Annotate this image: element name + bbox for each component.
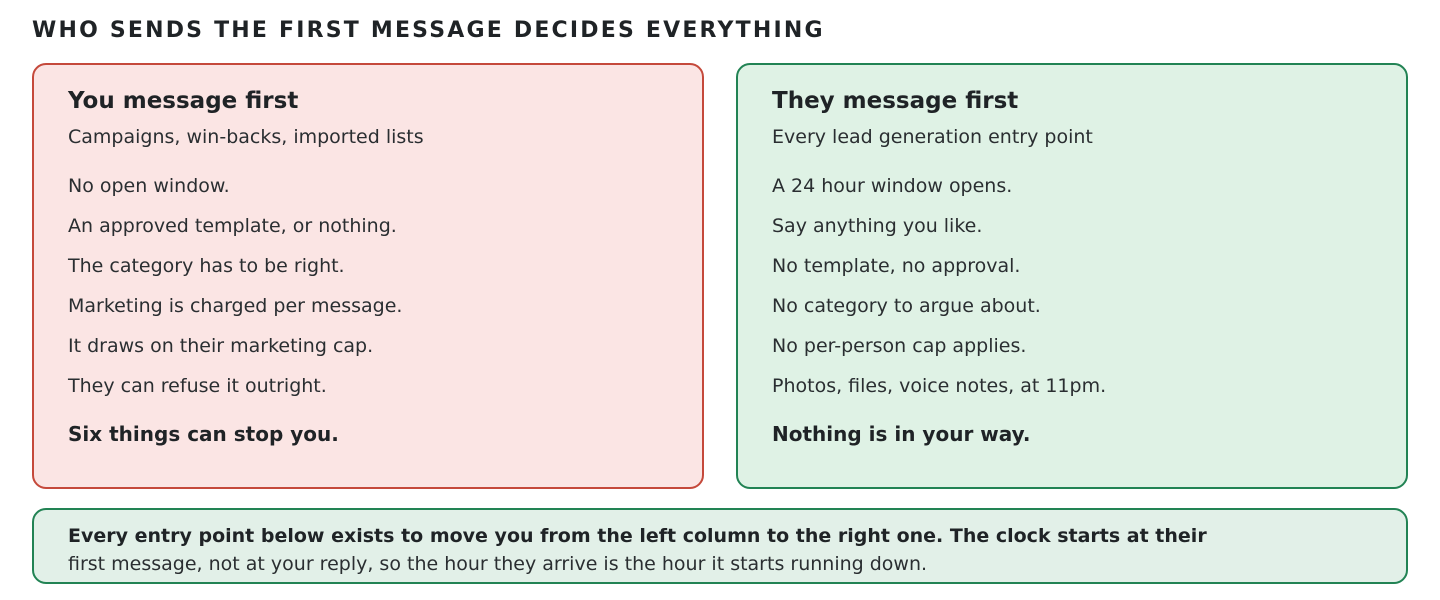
list-item: It draws on their marketing cap. <box>68 335 374 357</box>
page-title: WHO SENDS THE FIRST MESSAGE DECIDES EVERYTHING <box>32 18 825 43</box>
list-item: A 24 hour window opens. <box>772 175 1013 197</box>
list-item: No per-person cap applies. <box>772 335 1027 357</box>
card-title: They message first <box>772 88 1019 114</box>
they-message-first-card <box>736 63 1408 489</box>
list-item: No open window. <box>68 175 230 197</box>
card-conclusion: Nothing is in your way. <box>772 422 1031 446</box>
list-item: Photos, files, voice notes, at 11pm. <box>772 375 1107 397</box>
summary-note <box>32 508 1408 584</box>
list-item: They can refuse it outright. <box>68 375 327 397</box>
list-item: Say anything you like. <box>772 215 983 237</box>
you-message-first-card <box>32 63 704 489</box>
list-item: The category has to be right. <box>68 255 345 277</box>
card-conclusion: Six things can stop you. <box>68 422 339 446</box>
note-lead-text: Every entry point below exists to move you from the left column to the right one. The clock starts at their <box>68 525 1207 547</box>
obstacle-list <box>68 166 668 406</box>
card-subtitle: Campaigns, win-backs, imported lists <box>68 126 424 148</box>
note-body-text: first message, not at your reply, so the hour they arrive is the hour it starts running down. <box>68 553 928 575</box>
card-subtitle: Every lead generation entry point <box>772 126 1093 148</box>
card-title: You message first <box>68 88 299 114</box>
list-item: An approved template, or nothing. <box>68 215 397 237</box>
list-item: No template, no approval. <box>772 255 1021 277</box>
list-item: No category to argue about. <box>772 295 1041 317</box>
freedom-list <box>772 166 1372 406</box>
list-item: Marketing is charged per message. <box>68 295 403 317</box>
